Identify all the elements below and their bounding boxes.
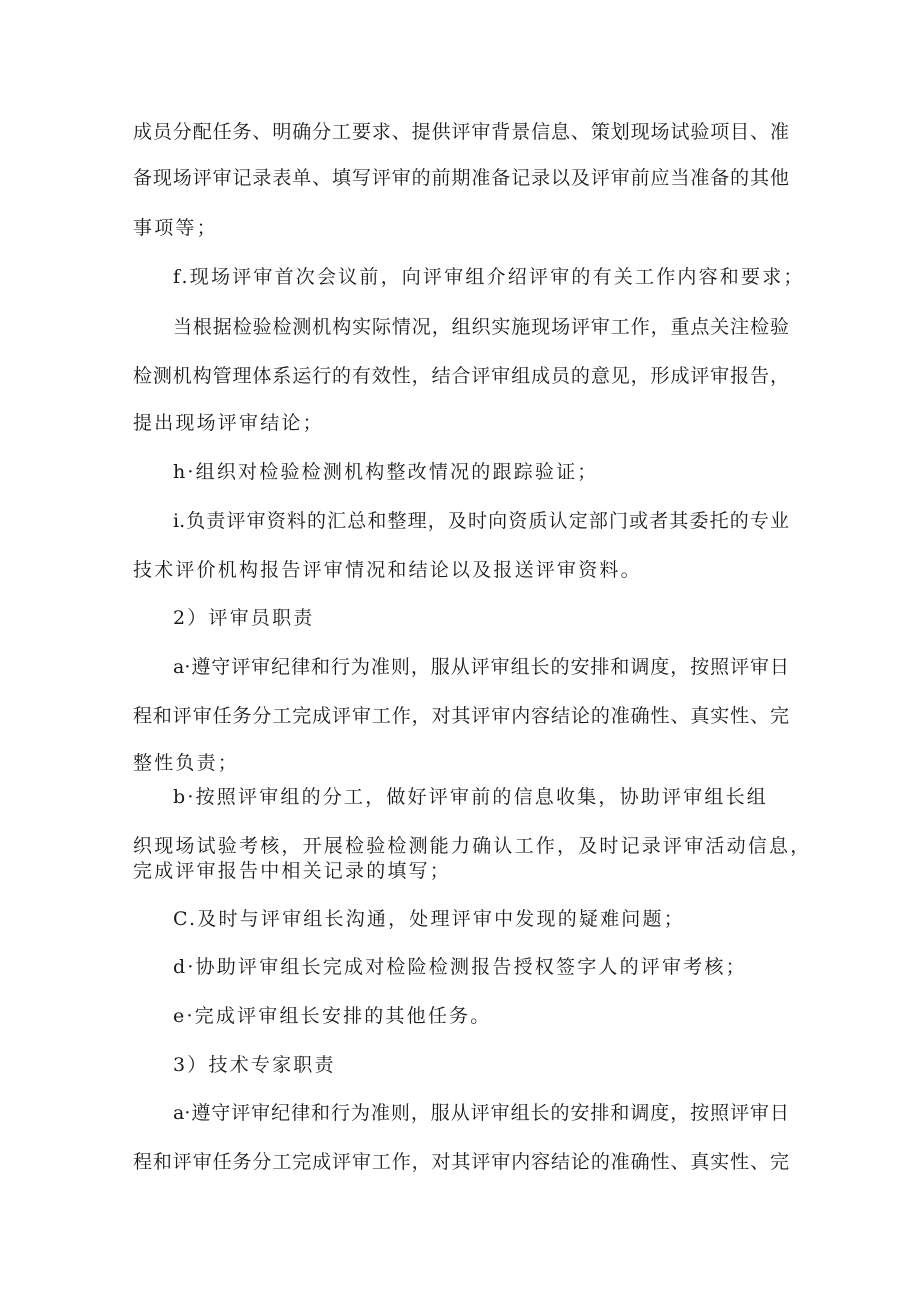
paragraph-line: a·遵守评审纪律和行为准则，服从评审组长的安排和调度，按照评审日 <box>173 656 789 678</box>
paragraph-line: 程和评审任务分工完成评审工作，对其评审内容结论的准确性、真实性、完 <box>133 1151 789 1173</box>
paragraph-line: 程和评审任务分工完成评审工作，对其评审内容结论的准确性、真实性、完 <box>133 705 789 727</box>
paragraph-line: h·组织对检验检测机构整改情况的跟踪验证； <box>173 461 599 483</box>
paragraph-line: 织现场试验考核，开展检验检测能力确认工作，及时记录评审活动信息， <box>133 835 812 857</box>
paragraph-line: C.及时与评审组长沟通，处理评审中发现的疑难问题； <box>173 908 685 930</box>
paragraph-line: f.现场评审首次会议前，向评审组介绍评审的有关工作内容和要求； <box>173 266 805 288</box>
paragraph-line: 完成评审报告中相关记录的填写； <box>133 860 452 882</box>
section-heading: 3）技术专家职责 <box>173 1054 336 1076</box>
paragraph-line: b·按照评审组的分工，做好评审前的信息收集，协助评审组长组 <box>173 786 769 808</box>
paragraph-line: 技术评价机构报告评审情况和结论以及报送评审资料。 <box>133 559 642 581</box>
paragraph-line: i.负责评审资料的汇总和整理，及时向资质认定部门或者其委托的专业 <box>173 510 789 532</box>
paragraph-line: 整性负责； <box>133 752 240 774</box>
paragraph-line: a·遵守评审纪律和行为准则，服从评审组长的安排和调度，按照评审日 <box>173 1102 789 1124</box>
paragraph-line: e·完成评审组长安排的其他任务。 <box>173 1005 492 1027</box>
paragraph-line: d·协助评审组长完成对检险检测报告授权签字人的评审考核； <box>173 956 747 978</box>
section-heading: 2）评审员职责 <box>173 607 315 629</box>
paragraph-line: 检测机构管理体系运行的有效性，结合评审组成员的意见，形成评审报告， <box>133 365 789 387</box>
paragraph-line: 备现场评审记录表单、填写评审的前期准备记录以及评审前应当准备的其他 <box>133 167 789 189</box>
paragraph-line: 当根据检验检测机构实际情况，组织实施现场评审工作，重点关注检验 <box>173 316 789 338</box>
paragraph-line: 提出现场评审结论； <box>133 412 324 434</box>
paragraph-line: 成员分配任务、明确分工要求、提供评审背景信息、策划现场试验项目、准 <box>133 121 789 143</box>
paragraph-line: 事项等； <box>133 217 218 239</box>
